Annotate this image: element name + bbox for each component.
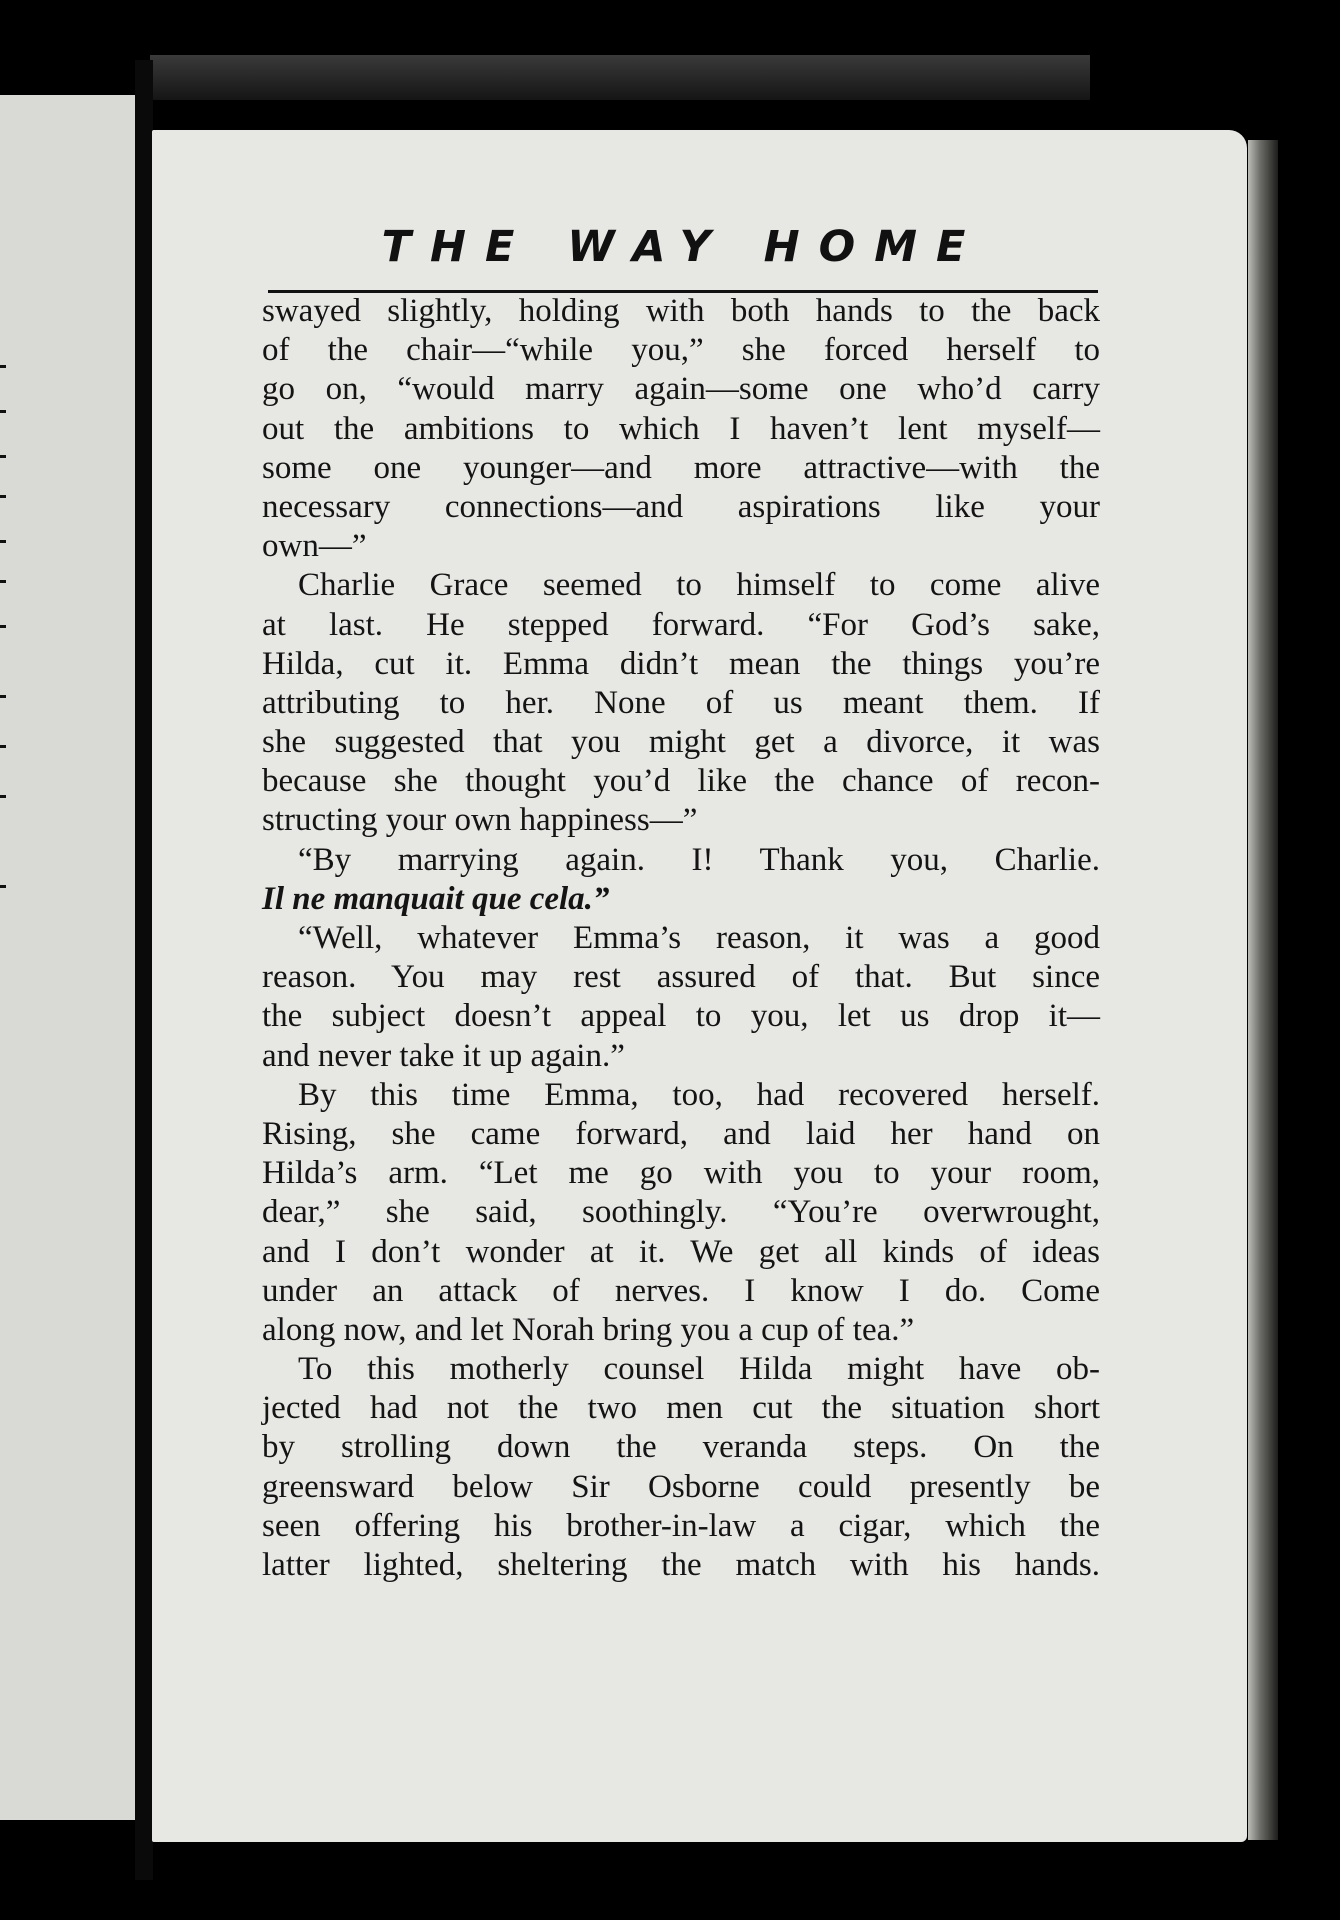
scan-top-shadow (150, 55, 1090, 100)
text-line: necessary connections—and aspirations like your (262, 488, 1100, 525)
text-line: structing your own happiness—” (262, 802, 698, 839)
text-line: some one younger—and more attractive—with the (262, 449, 1100, 486)
text-line: seen offering his brother-in-law a cigar, which the (262, 1507, 1100, 1544)
text-line: and never take it up again.” (262, 1037, 625, 1074)
text-line: “Well, whatever Emma’s reason, it was a good (298, 920, 1100, 956)
text-line: she suggested that you might get a divorce, it was (262, 724, 1100, 761)
previous-page-edge (0, 95, 135, 1820)
running-header: THE WAY HOME (381, 222, 985, 272)
text-line: under an attack of nerves. I know I do. Come (262, 1272, 1100, 1309)
text-line: latter lighted, sheltering the match with his hands. (262, 1547, 1100, 1583)
text-line: own—” (262, 528, 367, 565)
text-line: the subject doesn’t appeal to you, let us drop it— (262, 998, 1100, 1035)
text-line: Rising, she came forward, and laid her hand on (262, 1115, 1100, 1152)
text-line: go on, “would marry again—some one who’d carry (262, 371, 1100, 408)
text-line: along now, and let Norah bring you a cup of tea.” (262, 1311, 915, 1348)
text-line: jected had not the two men cut the situation short (262, 1390, 1100, 1427)
text-line: out the ambitions to which I haven’t lent myself— (262, 410, 1100, 447)
body-text (262, 292, 1100, 1585)
text-line: of the chair—“while you,” she forced herself to (262, 332, 1100, 369)
text-line: reason. You may rest assured of that. But since (262, 959, 1100, 996)
book-spine (135, 60, 153, 1880)
text-line: Charlie Grace seemed to himself to come alive (298, 567, 1100, 604)
text-line: To this motherly counsel Hilda might have ob- (298, 1351, 1100, 1388)
text-line: swayed slightly, holding with both hands to the back (262, 293, 1100, 329)
text-line: Hilda’s arm. “Let me go with you to your room, (262, 1155, 1100, 1192)
text-line: greensward below Sir Osborne could presently be (262, 1468, 1100, 1505)
text-line: and I don’t wonder at it. We get all kinds of ideas (262, 1233, 1100, 1270)
text-line: by strolling down the veranda steps. On the (262, 1429, 1100, 1466)
text-line: dear,” she said, soothingly. “You’re overwrought, (262, 1194, 1100, 1231)
text-line: Hilda, cut it. Emma didn’t mean the things you’re (262, 645, 1100, 682)
text-line: “By marrying again. I! Thank you, Charlie. (298, 841, 1100, 878)
text-line: By this time Emma, too, had recovered herself. (298, 1076, 1100, 1113)
text-line: at last. He stepped forward. “For God’s sake, (262, 606, 1100, 643)
page-edge-shadow (1248, 140, 1278, 1840)
text-line: Il ne manquait que cela.” (262, 880, 610, 917)
text-line: because she thought you’d like the chance of recon- (262, 763, 1100, 800)
text-line: attributing to her. None of us meant them. If (262, 684, 1100, 721)
